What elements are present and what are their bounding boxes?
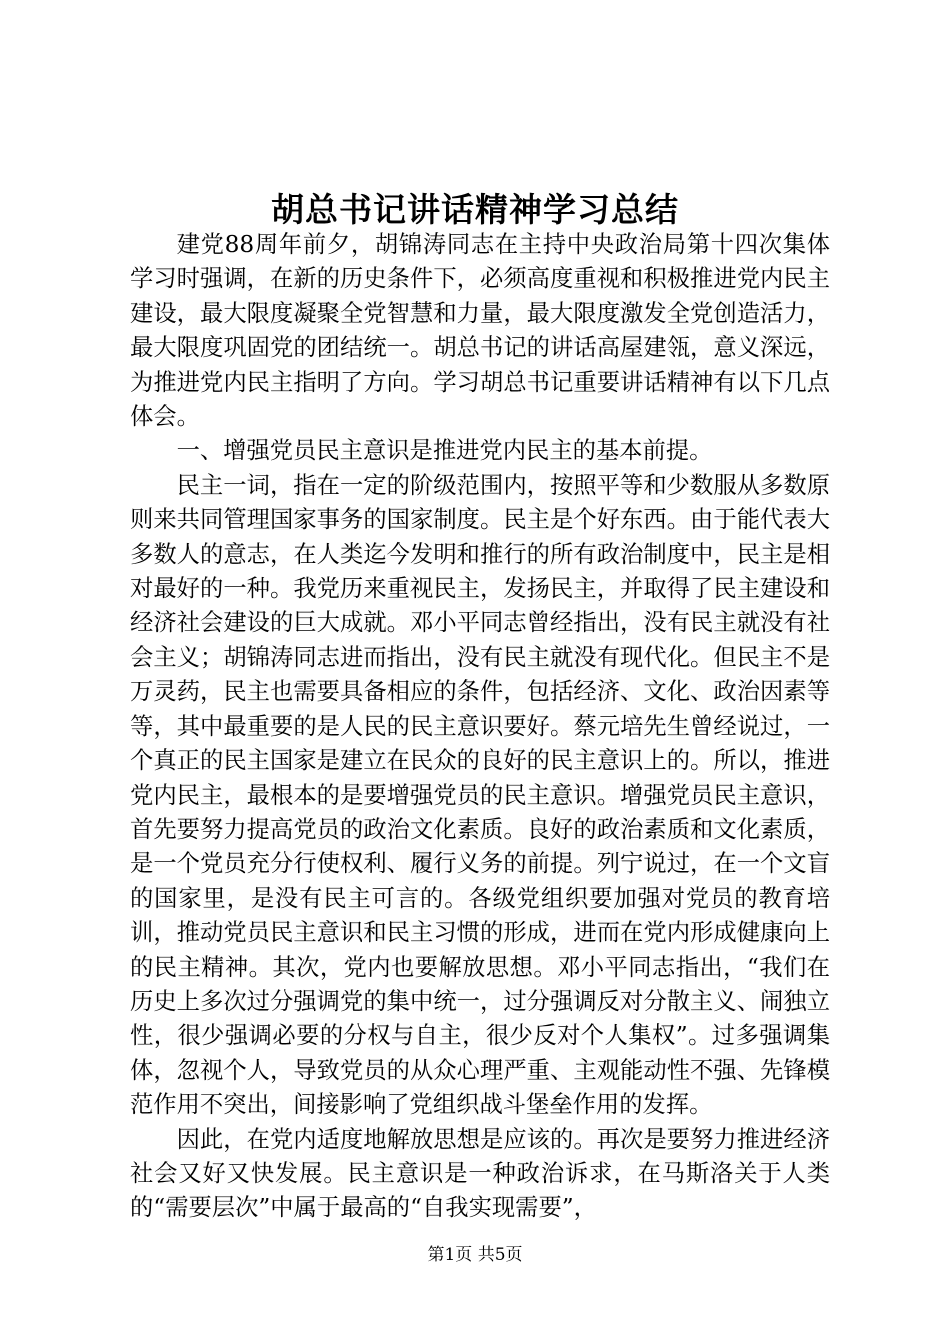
page-footer: 第1页 共5页 — [427, 1245, 523, 1265]
section-heading-1: 一、增强党员民主意识是推进党内民主的基本前提。 — [176, 437, 713, 465]
paragraph-therefore: 因此，在党内适度地解放思想是应该的。再次是要努力推进经济社会又好又快发展。民主意识是一种政治诉求，在马斯洛关于人类的“需要层次”中属于最高的“自我实现需要”， — [130, 1125, 830, 1222]
document-title: 胡总书记讲话精神学习总结 — [271, 190, 679, 229]
paragraph-intro: 建党88周年前夕，胡锦涛同志在主持中央政治局第十四次集体学习时强调，在新的历史条件下，必须高度重视和积极推进党内民主建设，最大限度凝聚全党智慧和力量，最大限度激发全党创造活力，最大限度巩固党的团结统一。胡总书记的讲话高屋建瓴，意义深远，为推进党内民主指明了方向。学习胡总书记重要讲话精神有以下几点体会。 — [130, 231, 830, 431]
paragraph-democracy: 民主一词，指在一定的阶级范围内，按照平等和少数服从多数原则来共同管理国家事务的国家制度。民主是个好东西。由于能代表大多数人的意志，在人类迄今发明和推行的所有政治制度中，民主是相对最好的一种。我党历来重视民主，发扬民主，并取得了民主建设和经济社会建设的巨大成就。邓小平同志曾经指出，没有民主就没有社会主义；胡锦涛同志进而指出，没有民主就没有现代化。但民主不是万灵药，民主也需要具备相应的条件，包括经济、文化、政治因素等等，其中最重要的是人民的民主意识要好。蔡元培先生曾经说过，一个真正的民主国家是建立在民众的良好的民主意识上的。所以，推进党内民主，最根本的是要增强党员的民主意识。增强党员民主意识，首先要努力提高党员的政治文化素质。良好的政治素质和文化素质，是一个党员充分行使权利、履行义务的前提。列宁说过，在一个文盲的国家里，是没有民主可言的。各级党组织要加强对党员的教育培训，推动党员民主意识和民主习惯的形成，进而在党内形成健康向上的民主精神。其次，党内也要解放思想。邓小平同志指出，“我们在历史上多次过分强调党的集中统一，过分强调反对分散主义、闹独立性，很少强调必要的分权与自主，很少反对个人集权”。过多强调集体，忽视个人，导致党员的从众心理严重、主观能动性不强、先锋模范作用不突出，间接影响了党组织战斗堡垒作用的发挥。 — [130, 471, 830, 1119]
document-body — [130, 228, 830, 1226]
